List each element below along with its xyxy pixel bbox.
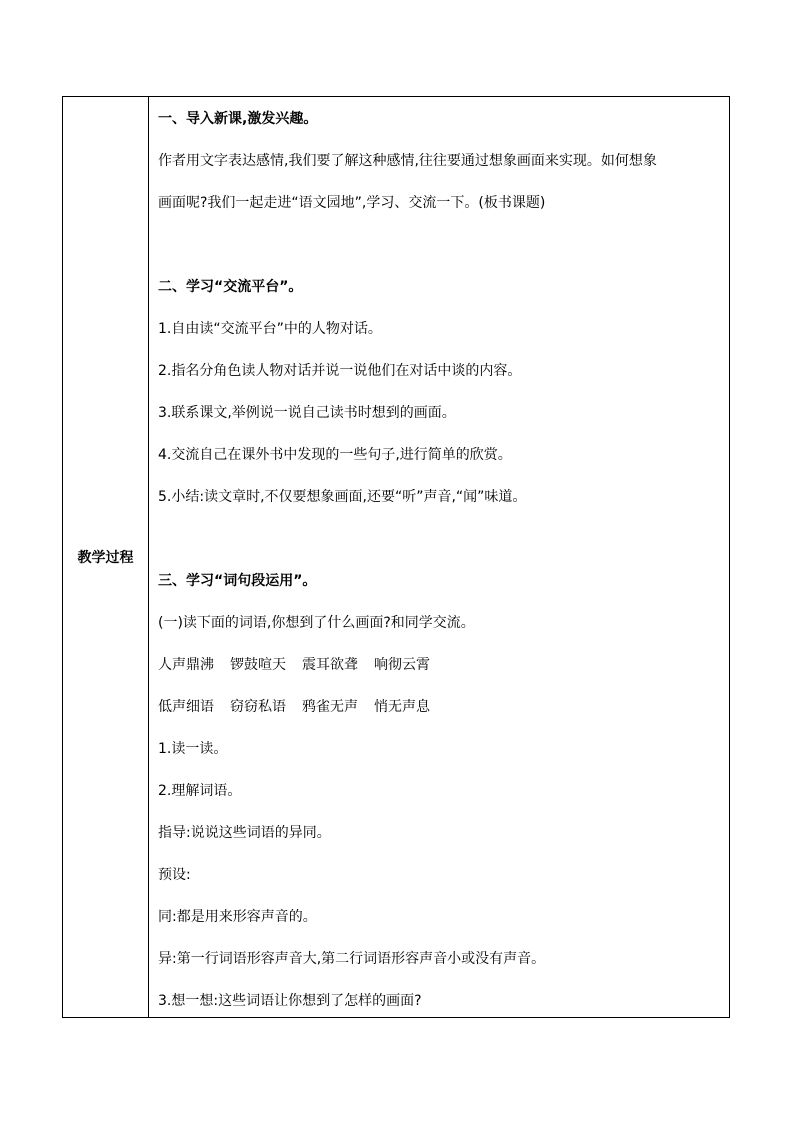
section-2-item-1: 1.自由读“交流平台”中的人物对话。	[158, 321, 382, 337]
section-3-line-2: 2.理解词语。	[158, 783, 242, 799]
word: 低声细语	[158, 699, 214, 715]
section-2-item-2: 2.指名分角色读人物对话并说一说他们在对话中谈的内容。	[158, 363, 522, 379]
section-2-item-5: 5.小结:读文章时,不仅要想象画面,还要“听”声音,“闻”味道。	[158, 489, 527, 505]
section-3-line-1: 1.读一读。	[158, 741, 228, 757]
word: 震耳欲聋	[302, 657, 358, 673]
section-2-item-4: 4.交流自己在课外书中发现的一些句子,进行简单的欣赏。	[158, 447, 512, 463]
word-row-1	[158, 655, 721, 675]
section-3-line-6: 异:第一行词语形容声音大,第二行词语形容声音小或没有声音。	[158, 951, 546, 967]
row-label: 教学过程	[77, 550, 134, 566]
word: 锣鼓喧天	[230, 657, 286, 673]
section-3-line-7: 3.想一想:这些词语让你想到了怎样的画面?	[158, 993, 422, 1009]
section-2-heading: 二、学习“交流平台”。	[158, 279, 303, 295]
word: 悄无声息	[374, 699, 430, 715]
section-3-intro: (一)读下面的词语,你想到了什么画面?和同学交流。	[158, 615, 475, 631]
lesson-table	[62, 96, 730, 1018]
section-2-item-3: 3.联系课文,举例说一说自己读书时想到的画面。	[158, 405, 456, 421]
lesson-content	[158, 97, 721, 1017]
word: 窃窃私语	[230, 699, 286, 715]
word: 响彻云霄	[374, 657, 430, 673]
section-3-line-3: 指导:说说这些词语的异同。	[158, 825, 331, 841]
section-3-heading: 三、学习“词句段运用”。	[158, 573, 317, 589]
section-1-paragraph-line-1: 作者用文字表达感情,我们要了解这种感情,往往要通过想象画面来实现。如何想象	[158, 153, 657, 169]
column-divider	[148, 97, 149, 1017]
word: 鸦雀无声	[302, 699, 358, 715]
section-1-heading: 一、导入新课,激发兴趣。	[158, 111, 318, 127]
word: 人声鼎沸	[158, 657, 214, 673]
word-row-2	[158, 697, 721, 717]
section-3-line-5: 同:都是用来形容声音的。	[158, 909, 317, 925]
section-3-line-4: 预设:	[158, 867, 191, 883]
section-1-paragraph-line-2: 画面呢?我们一起走进“语文园地”,学习、交流一下。(板书课题)	[158, 195, 546, 211]
